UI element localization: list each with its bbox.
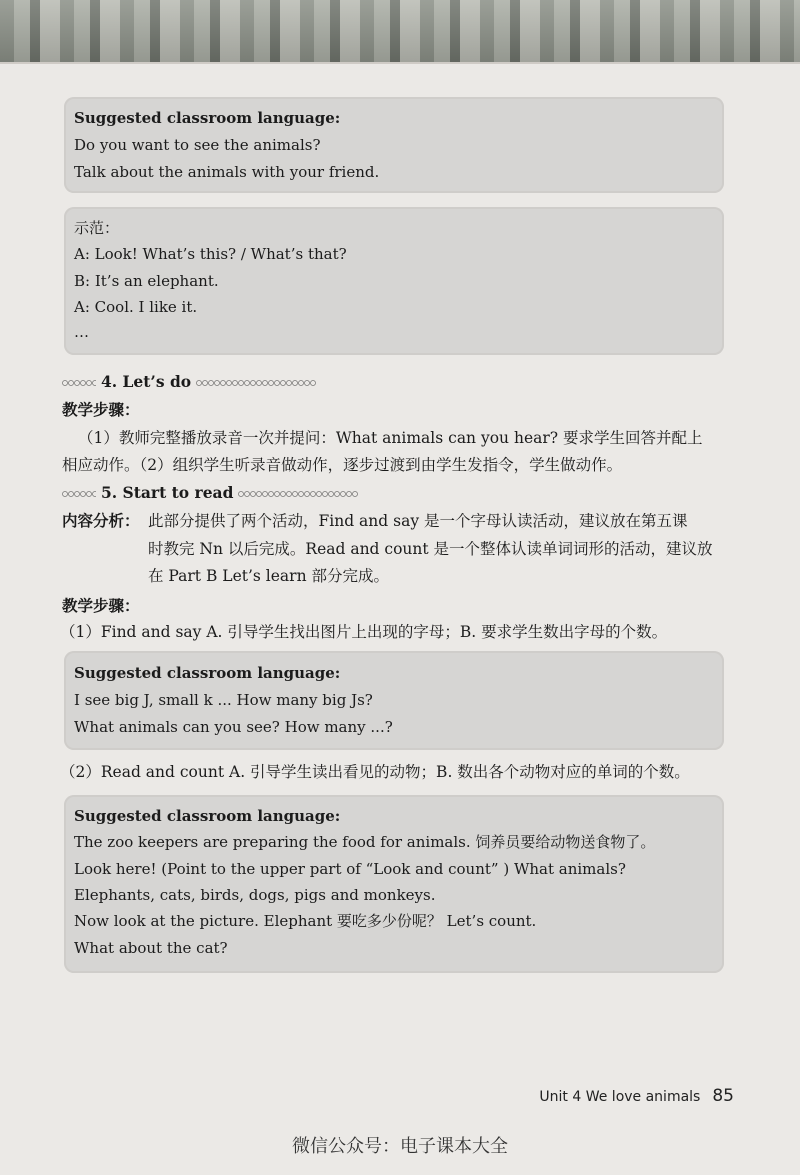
box-line: Now look at the picture. Elephant 要吃多少份呢？ Let’s count. [74,912,537,930]
paragraph-line: 时教完 Nn 以后完成。Read and count 是一个整体认读单词词形的活动，建议放 [148,540,713,558]
step-line: （2）Read and count A. 引导学生读出看见的动物；B. 数出各个动物对应的单词的个数。 [60,763,690,781]
box-title: 示范： [74,219,120,237]
box-line: Elephants, cats, birds, dogs, pigs and monkeys. [74,886,436,904]
section-heading: 4. Let’s do [100,372,192,391]
paragraph-line: 相应动作。（2）组织学生听录音做动作，逐步过渡到由学生发指令，学生做动作。 [62,456,623,474]
wavy-decoration [238,490,358,498]
classroom-language-box-2 [64,651,724,750]
box-title: Suggested classroom language: [74,109,341,127]
section-4-heading-row [62,372,316,392]
header-illustration [0,0,800,64]
box-line: … [74,323,89,341]
box-line: Do you want to see the animals? [74,136,321,154]
box-line: A: Cool. I like it. [74,298,198,316]
box-line: What animals can you see? How many ...? [74,718,393,736]
step-line: （1）Find and say A. 引导学生找出图片上出现的字母；B. 要求学生数出字母的个数。 [60,623,668,641]
paragraph-line: （1）教师完整播放录音一次并提问：What animals can you hear? 要求学生回答并配上 [78,429,703,447]
section-heading: 5. Start to read [100,483,234,502]
wavy-decoration [62,379,96,387]
box-line: B: It’s an elephant. [74,272,219,290]
unit-title: Unit 4 We love animals [539,1089,701,1105]
paragraph-line: 在 Part B Let’s learn 部分完成。 [148,567,389,585]
classroom-language-box-1 [64,97,724,193]
box-line: Talk about the animals with your friend. [74,163,380,181]
watermark-text: 微信公众号：电子课本大全 [292,1136,508,1157]
box-line: Look here! (Point to the upper part of “Look and count” ) What animals? [74,860,626,878]
analysis-label: 内容分析： [62,511,140,530]
page-footer [539,1086,734,1106]
steps-label: 教学步骤： [62,400,140,419]
box-line: I see big J, small k ... How many big Js? [74,691,373,709]
classroom-language-box-3 [64,795,724,973]
box-title: Suggested classroom language: [74,807,341,825]
wavy-decoration [196,379,316,387]
box-title: Suggested classroom language: [74,664,341,682]
steps-label: 教学步骤： [62,596,140,615]
paragraph-line: 此部分提供了两个活动，Find and say 是一个字母认读活动，建议放在第五课 [148,512,688,530]
box-line: A: Look! What’s this? / What’s that? [74,245,347,263]
wavy-decoration [62,490,96,498]
demonstration-box [64,207,724,355]
section-5-heading-row [62,483,358,503]
page-number: 85 [712,1086,734,1106]
box-line: The zoo keepers are preparing the food for animals. 饲养员要给动物送食物了。 [74,833,656,851]
box-line: What about the cat? [74,939,228,957]
